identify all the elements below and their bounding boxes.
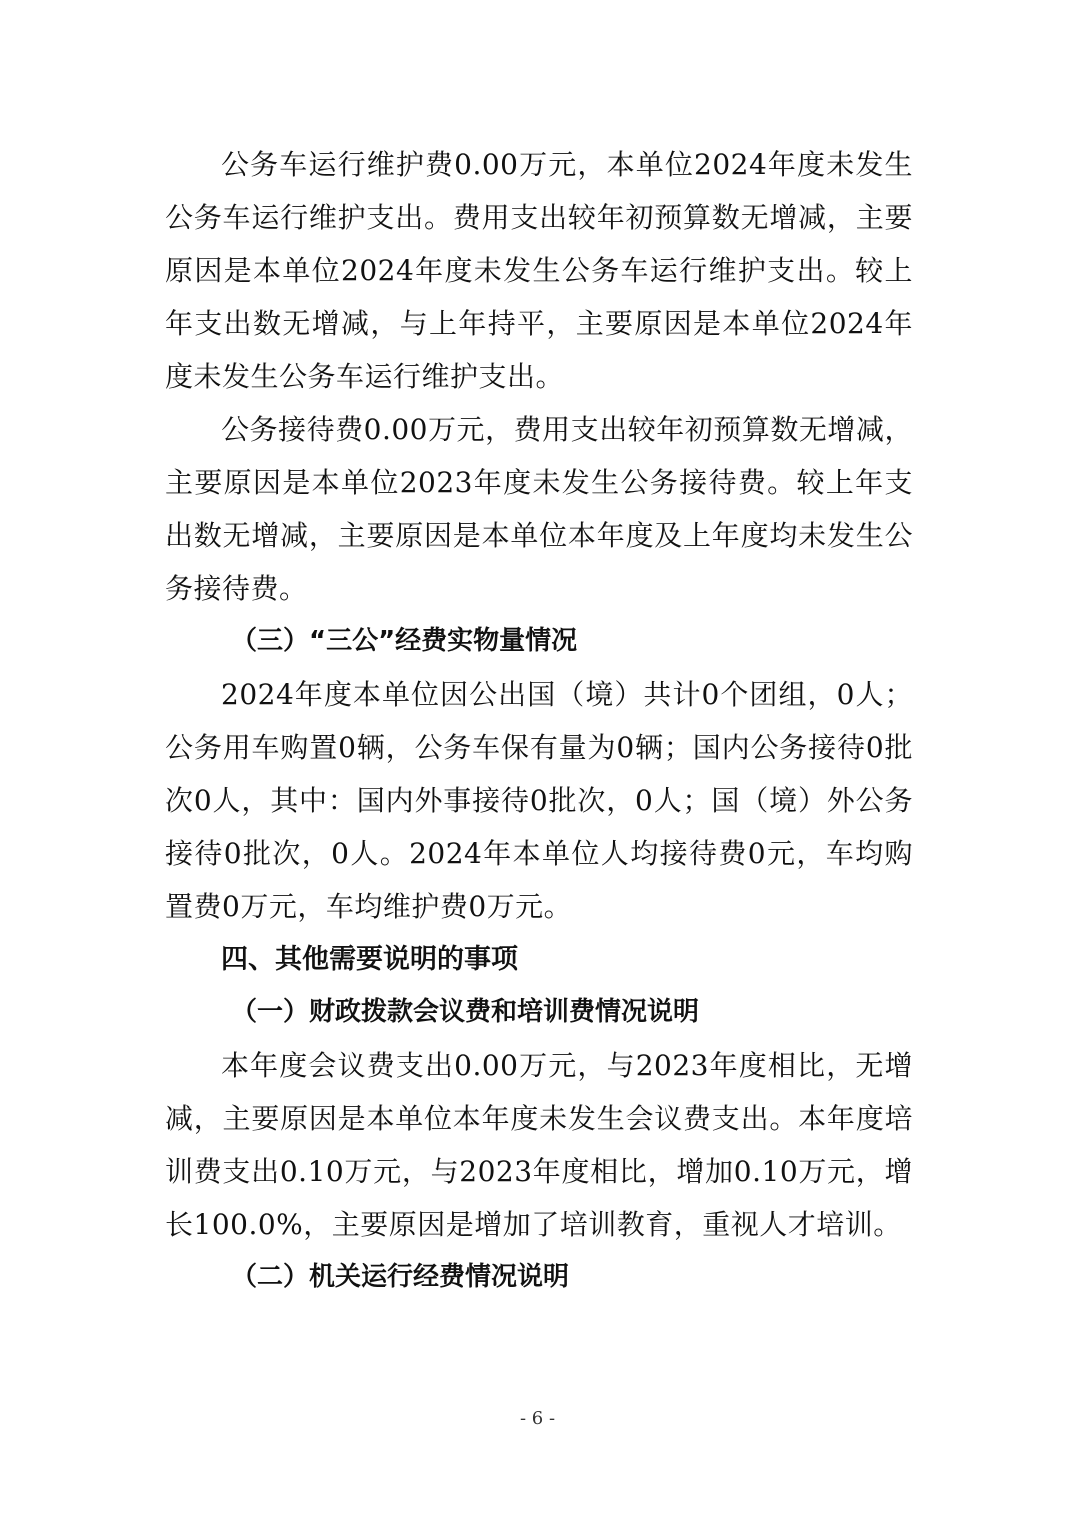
- heading-operating-expense: （二）机关运行经费情况说明: [231, 1262, 570, 1292]
- paragraph-reception-expense: 公务接待费0.00万元，费用支出较年初预算数无增减，主要原因是本单位2023年度未发生公务接待费。较上年支出数无增减，主要原因是本单位本年度及上年度均未发生公务接待费。: [165, 413, 913, 605]
- heading-meeting-training: （一）财政拨款会议费和培训费情况说明: [231, 997, 700, 1027]
- paragraph-physical-quantities: 2024年度本单位因公出国（境）共计0个团组，0人；公务用车购置0辆，公务车保有量为0辆；国内公务接待0批次0人，其中：国内外事接待0批次，0人；国（境）外公务接待0批次，0人。2024年本单位人均接待费0元，车均购置费0万元，车均维护费0万元。: [165, 678, 913, 923]
- heading-three-public-physical: （三）“三公”经费实物量情况: [231, 626, 578, 656]
- paragraph-vehicle-maintenance: 公务车运行维护费0.00万元，本单位2024年度未发生公务车运行维护支出。费用支出较年初预算数无增减，主要原因是本单位2024年度未发生公务车运行维护支出。较上年支出数无增减，与上年持平，主要原因是本单位2024年度未发生公务车运行维护支出。: [165, 148, 913, 393]
- heading-other-matters: 四、其他需要说明的事项: [221, 944, 518, 975]
- paragraph-meeting-training: 本年度会议费支出0.00万元，与2023年度相比，无增减，主要原因是本单位本年度未发生会议费支出。本年度培训费支出0.10万元，与2023年度相比，增加0.10万元，增长100.0%，主要原因是增加了培训教育，重视人才培训。: [165, 1049, 913, 1241]
- document-body: [165, 138, 913, 1304]
- page-number: - 6 -: [519, 1408, 556, 1429]
